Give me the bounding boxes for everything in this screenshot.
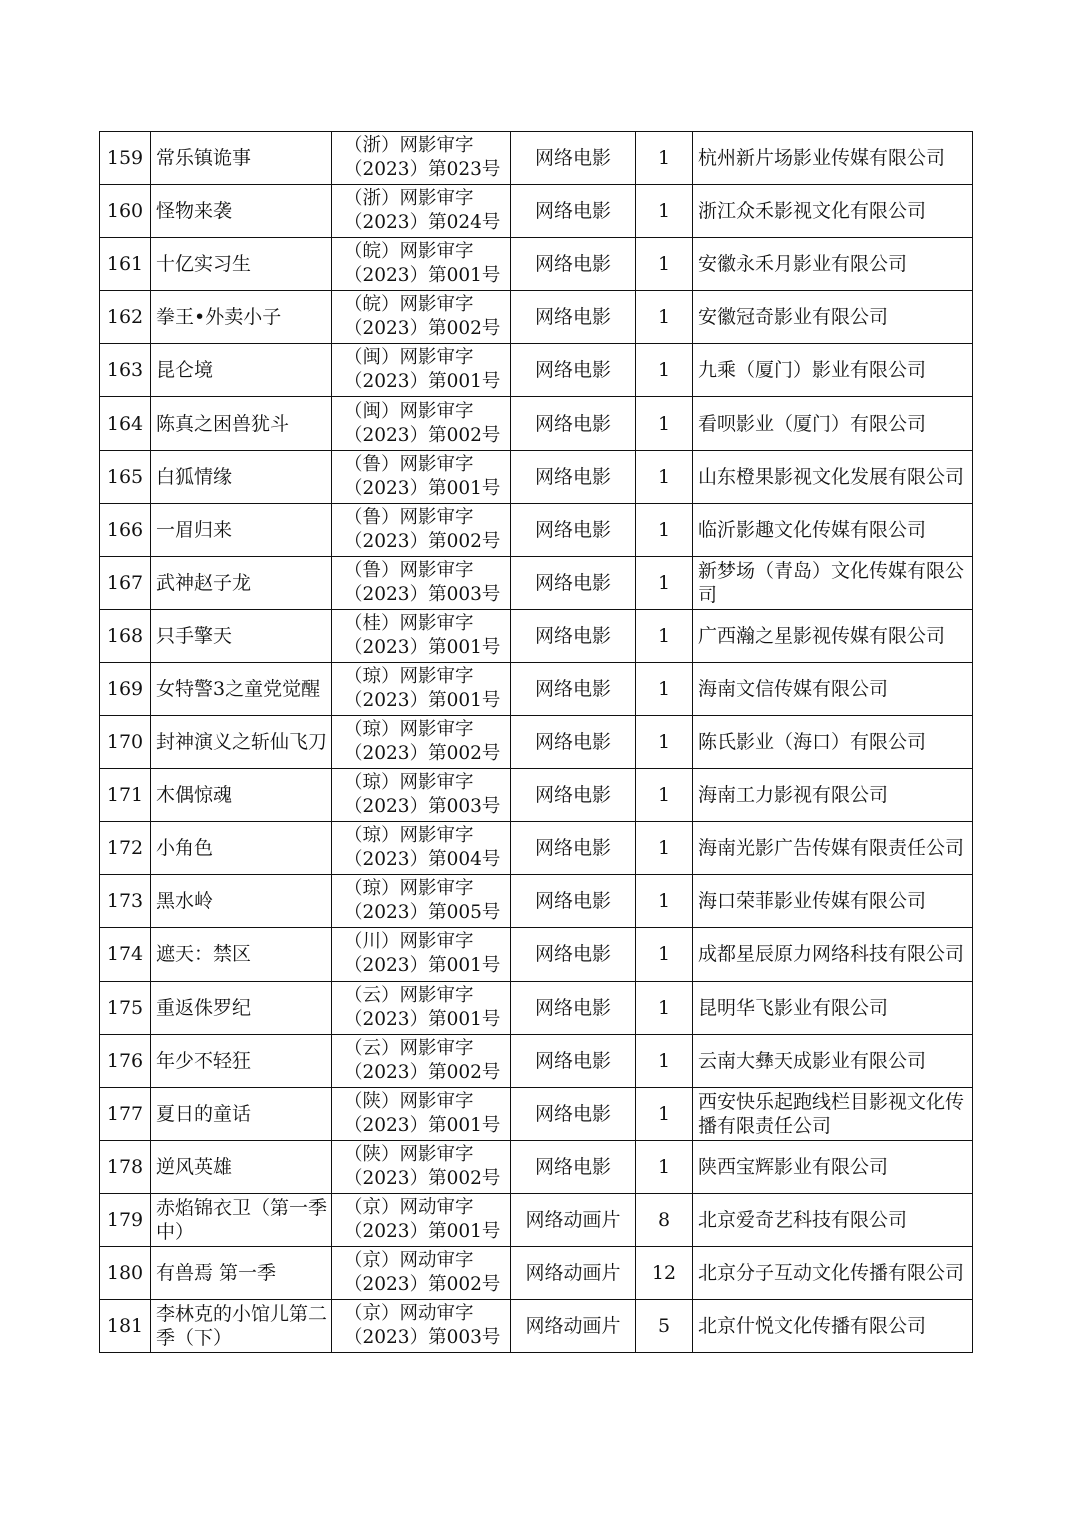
title-cell: 陈真之困兽犹斗 — [151, 397, 332, 450]
title-cell: 女特警3之童党觉醒 — [151, 662, 332, 715]
type-cell: 网络电影 — [511, 1034, 636, 1087]
permit-cell — [332, 875, 511, 928]
permit-line-agency: （鲁）网影审字 — [344, 453, 474, 475]
permit-cell — [332, 397, 511, 450]
permit-line-number: （2023）第024号 — [344, 212, 501, 234]
title-cell: 白狐情缘 — [151, 450, 332, 503]
table-row — [100, 769, 973, 822]
permit-line-number: （2023）第001号 — [344, 955, 501, 977]
company-cell: 海南文信传媒有限公司 — [693, 662, 973, 715]
type-cell: 网络电影 — [511, 185, 636, 238]
row-number-cell: 170 — [100, 716, 151, 769]
episodes-cell: 1 — [636, 662, 693, 715]
permit-line-agency: （京）网动审字 — [344, 1196, 474, 1218]
permit-cell — [332, 1300, 511, 1353]
permit-line-number: （2023）第002号 — [344, 424, 501, 446]
company-cell: 北京爱奇艺科技有限公司 — [693, 1193, 973, 1246]
episodes-cell: 5 — [636, 1300, 693, 1353]
company-cell: 西安快乐起跑线栏目影视文化传播有限责任公司 — [693, 1087, 973, 1140]
company-cell: 山东橙果影视文化发展有限公司 — [693, 450, 973, 503]
type-cell: 网络电影 — [511, 291, 636, 344]
permit-line-number: （2023）第003号 — [344, 796, 501, 818]
permit-line-agency: （皖）网影审字 — [344, 241, 474, 263]
permit-line-number: （2023）第001号 — [344, 636, 501, 658]
permit-cell — [332, 556, 511, 609]
permit-line-agency: （皖）网影审字 — [344, 294, 474, 316]
type-cell: 网络电影 — [511, 716, 636, 769]
title-cell: 怪物来袭 — [151, 185, 332, 238]
permit-line-agency: （陕）网影审字 — [344, 1143, 474, 1165]
permit-line-number: （2023）第003号 — [344, 1327, 501, 1349]
permit-line-number: （2023）第001号 — [344, 477, 501, 499]
table-row — [100, 875, 973, 928]
title-cell: 只手擎天 — [151, 609, 332, 662]
episodes-cell: 1 — [636, 503, 693, 556]
type-cell: 网络电影 — [511, 238, 636, 291]
episodes-cell: 1 — [636, 291, 693, 344]
permit-line-number: （2023）第001号 — [344, 1114, 501, 1136]
permit-line-agency: （云）网影审字 — [344, 984, 474, 1006]
permit-cell — [332, 662, 511, 715]
title-cell: 年少不轻狂 — [151, 1034, 332, 1087]
table-row — [100, 1140, 973, 1193]
permit-line-agency: （鲁）网影审字 — [344, 559, 474, 581]
permit-line-agency: （琼）网影审字 — [344, 772, 474, 794]
type-cell: 网络电影 — [511, 981, 636, 1034]
company-cell: 浙江众禾影视文化有限公司 — [693, 185, 973, 238]
title-cell: 封神演义之斩仙飞刀 — [151, 716, 332, 769]
permit-line-agency: （京）网动审字 — [344, 1250, 474, 1272]
row-number-cell: 181 — [100, 1300, 151, 1353]
company-cell: 海南光影广告传媒有限责任公司 — [693, 822, 973, 875]
permit-line-number: （2023）第001号 — [344, 371, 501, 393]
row-number-cell: 177 — [100, 1087, 151, 1140]
permit-line-number: （2023）第002号 — [344, 1274, 501, 1296]
episodes-cell: 12 — [636, 1246, 693, 1299]
type-cell: 网络电影 — [511, 928, 636, 981]
table-row — [100, 1034, 973, 1087]
permit-line-number: （2023）第023号 — [344, 159, 501, 181]
permit-cell — [332, 1140, 511, 1193]
row-number-cell: 162 — [100, 291, 151, 344]
permit-cell — [332, 291, 511, 344]
episodes-cell: 1 — [636, 556, 693, 609]
title-cell: 遮天：禁区 — [151, 928, 332, 981]
permit-line-number: （2023）第002号 — [344, 318, 501, 340]
episodes-cell: 1 — [636, 822, 693, 875]
episodes-cell: 1 — [636, 1087, 693, 1140]
row-number-cell: 163 — [100, 344, 151, 397]
permit-cell — [332, 503, 511, 556]
type-cell: 网络电影 — [511, 450, 636, 503]
company-cell: 安徽冠奇影业有限公司 — [693, 291, 973, 344]
title-cell: 夏日的童话 — [151, 1087, 332, 1140]
row-number-cell: 169 — [100, 662, 151, 715]
title-cell: 赤焰锦衣卫（第一季中） — [151, 1193, 332, 1246]
permit-line-number: （2023）第002号 — [344, 530, 501, 552]
permit-cell — [332, 344, 511, 397]
company-cell: 新梦场（青岛）文化传媒有限公司 — [693, 556, 973, 609]
table-row — [100, 556, 973, 609]
permit-cell — [332, 238, 511, 291]
type-cell: 网络电影 — [511, 822, 636, 875]
company-cell: 海口荣菲影业传媒有限公司 — [693, 875, 973, 928]
company-cell: 北京分子互动文化传播有限公司 — [693, 1246, 973, 1299]
type-cell: 网络电影 — [511, 769, 636, 822]
table-row — [100, 503, 973, 556]
row-number-cell: 179 — [100, 1193, 151, 1246]
table-row — [100, 609, 973, 662]
permit-cell — [332, 185, 511, 238]
type-cell: 网络电影 — [511, 132, 636, 185]
permit-cell — [332, 609, 511, 662]
type-cell: 网络动画片 — [511, 1193, 636, 1246]
table-row — [100, 238, 973, 291]
permit-line-number: （2023）第003号 — [344, 583, 501, 605]
permit-cell — [332, 981, 511, 1034]
permit-line-agency: （陕）网影审字 — [344, 1090, 474, 1112]
title-cell: 常乐镇诡事 — [151, 132, 332, 185]
title-cell: 黑水岭 — [151, 875, 332, 928]
company-cell: 广西瀚之星影视传媒有限公司 — [693, 609, 973, 662]
permit-line-agency: （京）网动审字 — [344, 1303, 474, 1325]
table-row — [100, 344, 973, 397]
permit-line-number: （2023）第001号 — [344, 1220, 501, 1242]
company-cell: 云南大彝天成影业有限公司 — [693, 1034, 973, 1087]
permit-line-agency: （琼）网影审字 — [344, 878, 474, 900]
title-cell: 一眉归来 — [151, 503, 332, 556]
company-cell: 陈氏影业（海口）有限公司 — [693, 716, 973, 769]
episodes-cell: 1 — [636, 769, 693, 822]
episodes-cell: 1 — [636, 344, 693, 397]
row-number-cell: 164 — [100, 397, 151, 450]
permit-line-agency: （闽）网影审字 — [344, 347, 474, 369]
title-cell: 昆仑境 — [151, 344, 332, 397]
company-cell: 安徽永禾月影业有限公司 — [693, 238, 973, 291]
permit-line-number: （2023）第002号 — [344, 1167, 501, 1189]
title-cell: 武神赵子龙 — [151, 556, 332, 609]
episodes-cell: 1 — [636, 397, 693, 450]
permit-line-number: （2023）第002号 — [344, 743, 501, 765]
episodes-cell: 1 — [636, 981, 693, 1034]
permit-cell — [332, 1246, 511, 1299]
episodes-cell: 1 — [636, 1140, 693, 1193]
table-row — [100, 397, 973, 450]
type-cell: 网络电影 — [511, 397, 636, 450]
type-cell: 网络电影 — [511, 662, 636, 715]
permit-cell — [332, 716, 511, 769]
row-number-cell: 165 — [100, 450, 151, 503]
company-cell: 北京什悦文化传播有限公司 — [693, 1300, 973, 1353]
title-cell: 逆风英雄 — [151, 1140, 332, 1193]
episodes-cell: 1 — [636, 928, 693, 981]
permit-line-agency: （云）网影审字 — [344, 1037, 474, 1059]
row-number-cell: 178 — [100, 1140, 151, 1193]
company-cell: 海南工力影视有限公司 — [693, 769, 973, 822]
permit-line-agency: （琼）网影审字 — [344, 719, 474, 741]
table-row — [100, 928, 973, 981]
permit-cell — [332, 450, 511, 503]
permit-line-number: （2023）第001号 — [344, 1008, 501, 1030]
episodes-cell: 1 — [636, 185, 693, 238]
type-cell: 网络电影 — [511, 609, 636, 662]
permit-cell — [332, 822, 511, 875]
permit-line-agency: （鲁）网影审字 — [344, 506, 474, 528]
table-row — [100, 132, 973, 185]
title-cell: 木偶惊魂 — [151, 769, 332, 822]
table-row — [100, 450, 973, 503]
permit-line-number: （2023）第001号 — [344, 689, 501, 711]
row-number-cell: 173 — [100, 875, 151, 928]
row-number-cell: 171 — [100, 769, 151, 822]
table-row — [100, 1246, 973, 1299]
permit-line-number: （2023）第004号 — [344, 849, 501, 871]
table-row — [100, 716, 973, 769]
permit-cell — [332, 132, 511, 185]
row-number-cell: 168 — [100, 609, 151, 662]
title-cell: 重返侏罗纪 — [151, 981, 332, 1034]
permit-line-agency: （闽）网影审字 — [344, 400, 474, 422]
record-table — [99, 131, 973, 1353]
permit-line-agency: （川）网影审字 — [344, 931, 474, 953]
company-cell: 临沂影趣文化传媒有限公司 — [693, 503, 973, 556]
title-cell: 有兽焉 第一季 — [151, 1246, 332, 1299]
episodes-cell: 1 — [636, 132, 693, 185]
row-number-cell: 160 — [100, 185, 151, 238]
title-cell: 拳王•外卖小子 — [151, 291, 332, 344]
row-number-cell: 175 — [100, 981, 151, 1034]
table-row — [100, 662, 973, 715]
row-number-cell: 159 — [100, 132, 151, 185]
company-cell: 看呗影业（厦门）有限公司 — [693, 397, 973, 450]
permit-line-agency: （浙）网影审字 — [344, 135, 474, 157]
company-cell: 成都星辰原力网络科技有限公司 — [693, 928, 973, 981]
type-cell: 网络动画片 — [511, 1246, 636, 1299]
row-number-cell: 174 — [100, 928, 151, 981]
type-cell: 网络电影 — [511, 1087, 636, 1140]
row-number-cell: 166 — [100, 503, 151, 556]
row-number-cell: 176 — [100, 1034, 151, 1087]
table-row — [100, 1087, 973, 1140]
permit-cell — [332, 1087, 511, 1140]
table-row — [100, 185, 973, 238]
episodes-cell: 1 — [636, 716, 693, 769]
type-cell: 网络电影 — [511, 344, 636, 397]
type-cell: 网络电影 — [511, 503, 636, 556]
company-cell: 陕西宝辉影业有限公司 — [693, 1140, 973, 1193]
permit-cell — [332, 1193, 511, 1246]
permit-line-agency: （琼）网影审字 — [344, 665, 474, 687]
permit-line-agency: （琼）网影审字 — [344, 825, 474, 847]
row-number-cell: 167 — [100, 556, 151, 609]
type-cell: 网络电影 — [511, 875, 636, 928]
row-number-cell: 161 — [100, 238, 151, 291]
type-cell: 网络电影 — [511, 556, 636, 609]
title-cell: 十亿实习生 — [151, 238, 332, 291]
table-row — [100, 1300, 973, 1353]
episodes-cell: 8 — [636, 1193, 693, 1246]
episodes-cell: 1 — [636, 450, 693, 503]
company-cell: 昆明华飞影业有限公司 — [693, 981, 973, 1034]
permit-cell — [332, 769, 511, 822]
episodes-cell: 1 — [636, 875, 693, 928]
table-row — [100, 822, 973, 875]
episodes-cell: 1 — [636, 609, 693, 662]
permit-cell — [332, 928, 511, 981]
company-cell: 九乘（厦门）影业有限公司 — [693, 344, 973, 397]
episodes-cell: 1 — [636, 238, 693, 291]
permit-line-number: （2023）第002号 — [344, 1061, 501, 1083]
row-number-cell: 172 — [100, 822, 151, 875]
permit-cell — [332, 1034, 511, 1087]
row-number-cell: 180 — [100, 1246, 151, 1299]
permit-line-number: （2023）第001号 — [344, 265, 501, 287]
episodes-cell: 1 — [636, 1034, 693, 1087]
table-body — [100, 132, 973, 1353]
type-cell: 网络动画片 — [511, 1300, 636, 1353]
permit-line-agency: （浙）网影审字 — [344, 188, 474, 210]
title-cell: 李林克的小馆儿第二季（下） — [151, 1300, 332, 1353]
company-cell: 杭州新片场影业传媒有限公司 — [693, 132, 973, 185]
table-row — [100, 1193, 973, 1246]
table-row — [100, 981, 973, 1034]
permit-line-number: （2023）第005号 — [344, 902, 501, 924]
table-row — [100, 291, 973, 344]
title-cell: 小角色 — [151, 822, 332, 875]
type-cell: 网络电影 — [511, 1140, 636, 1193]
permit-line-agency: （桂）网影审字 — [344, 612, 474, 634]
